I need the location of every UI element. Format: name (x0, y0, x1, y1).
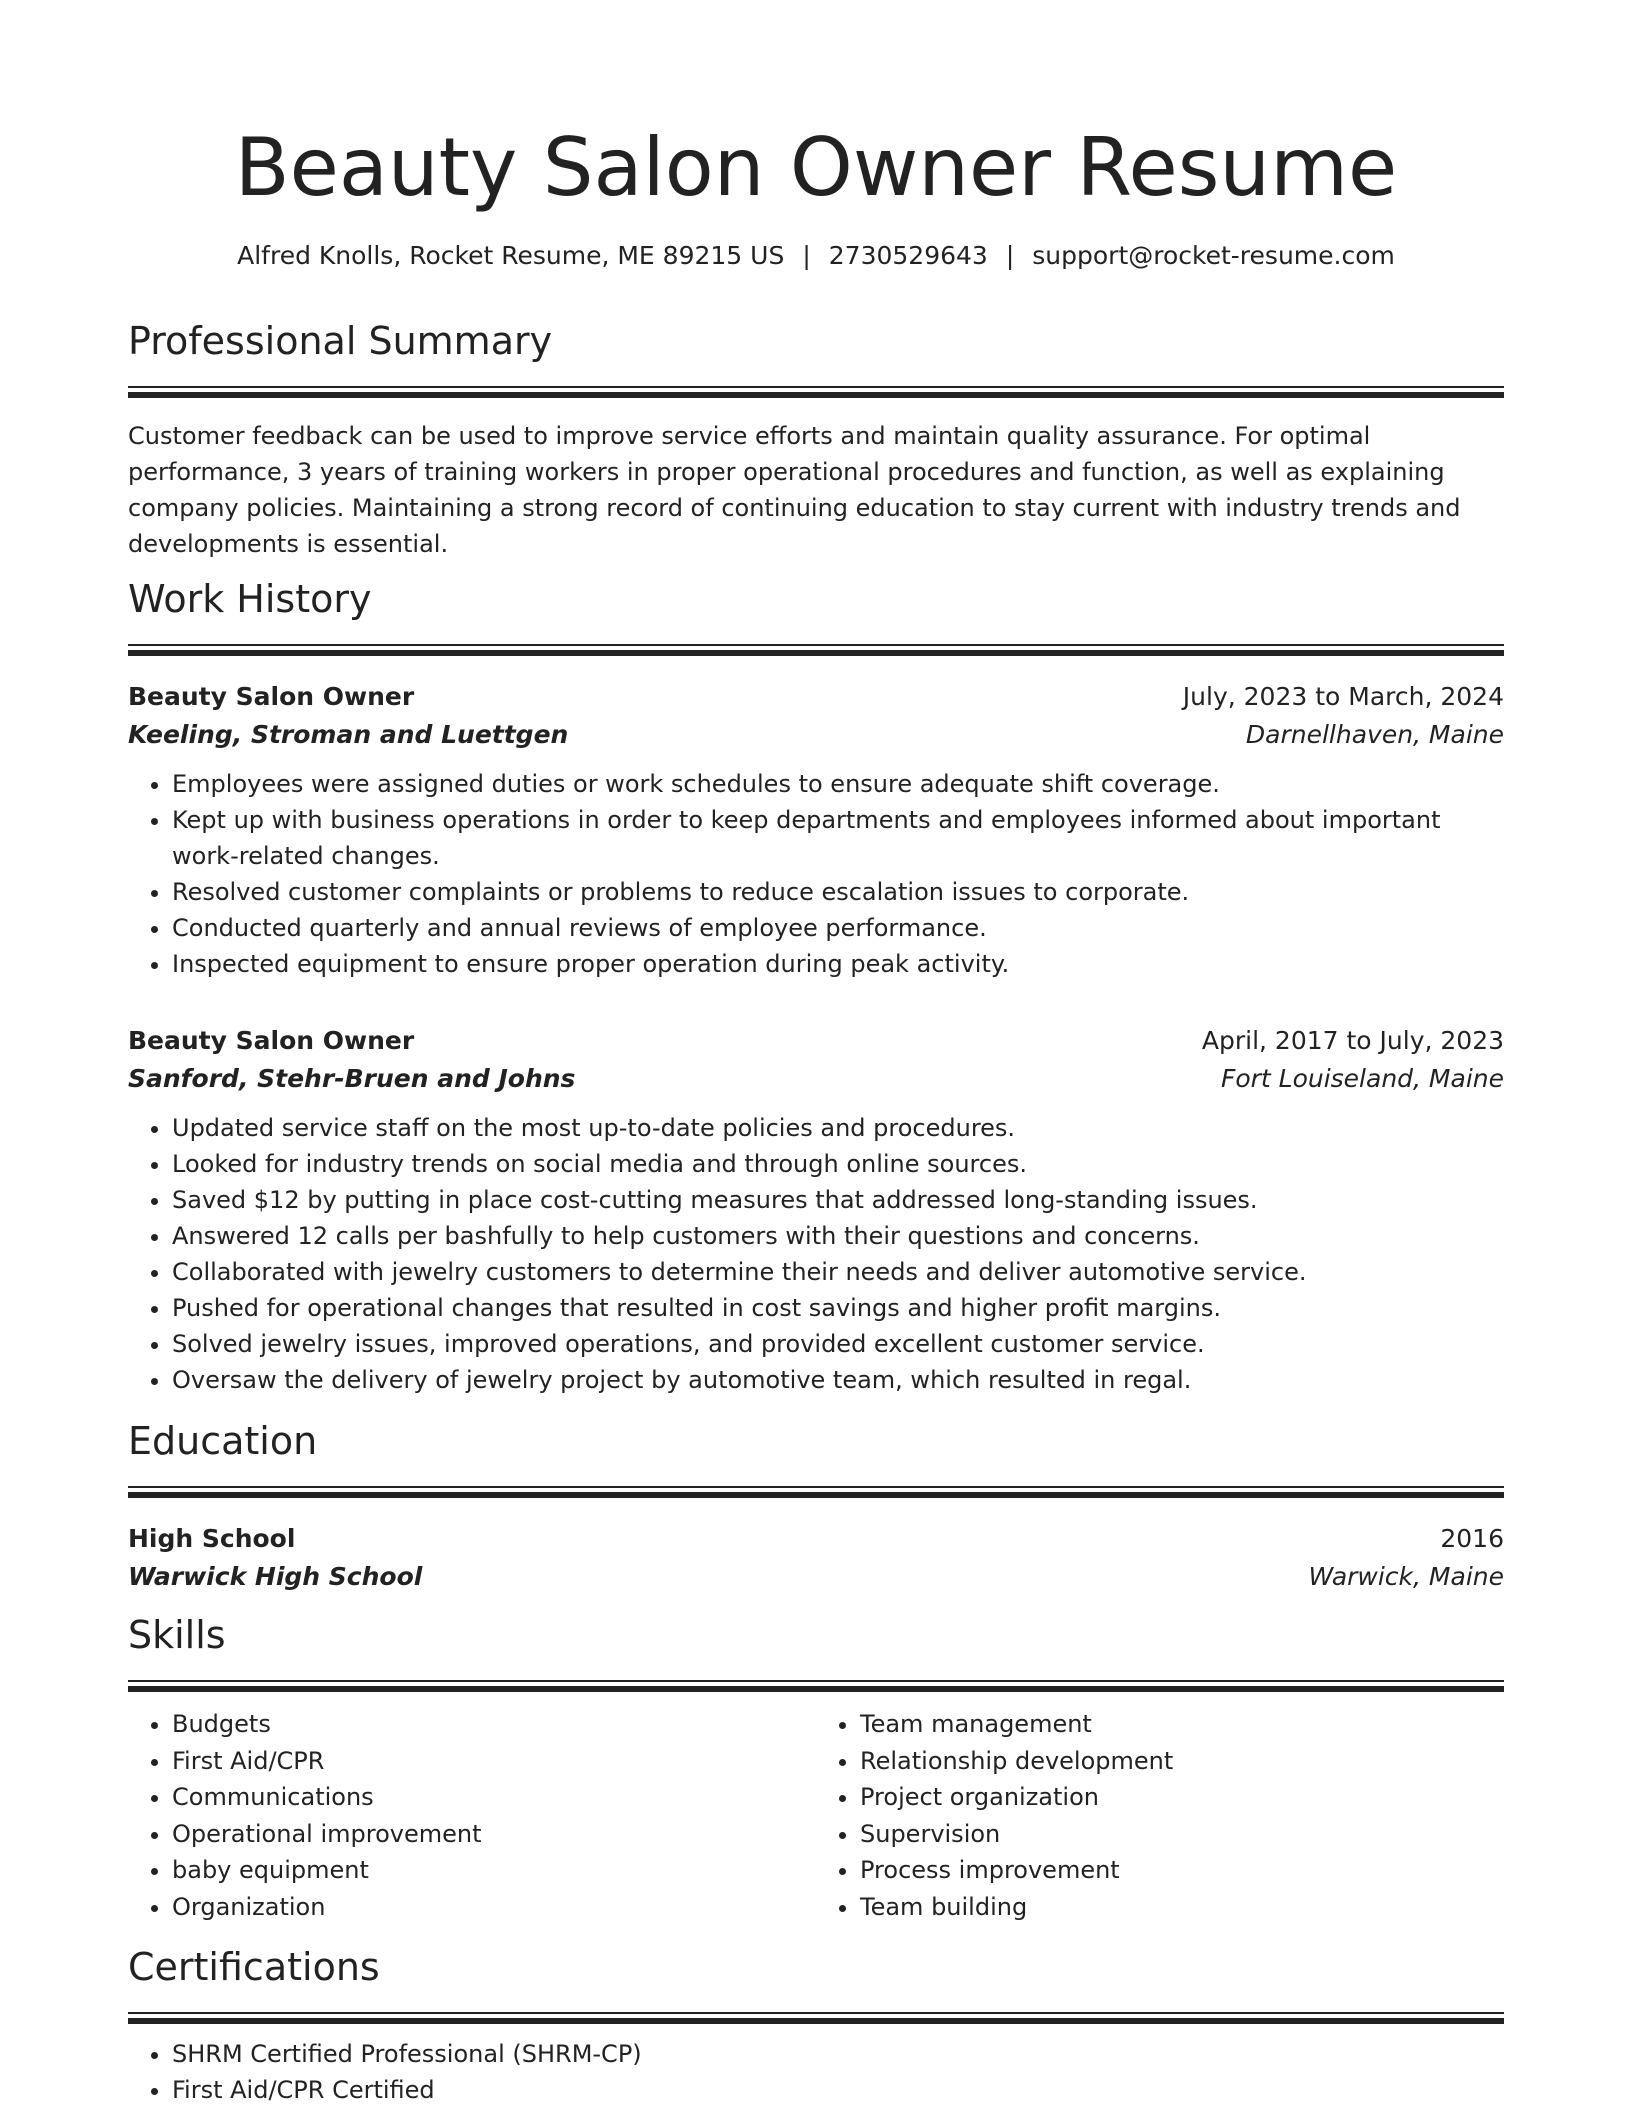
section-heading: Education (128, 1419, 318, 1463)
list-item: • Organization (172, 1889, 816, 1926)
job-title: Beauty Salon Owner (128, 682, 415, 711)
education-section (128, 1416, 1504, 1596)
list-item: • Employees were assigned duties or work schedules to ensure adequate shift coverage. (172, 766, 1504, 802)
list-item: • Kept up with business operations in order to keep departments and employees informed about important work-related changes. (172, 802, 1504, 874)
list-item: • First Aid/CPR Certified (172, 2072, 1504, 2108)
job-location: Fort Louiseland, Maine (1220, 1064, 1504, 1093)
contact-address: Alfred Knolls, Rocket Resume, ME 89215 US (237, 241, 785, 270)
list-item: • Conducted quarterly and annual reviews of employee performance. (172, 910, 1504, 946)
job-location: Darnellhaven, Maine (1245, 720, 1504, 749)
section-divider (128, 2012, 1504, 2024)
list-item: • Project organization (860, 1779, 1504, 1816)
section-heading: Certifications (128, 1945, 380, 1989)
list-item: • Budgets (172, 1706, 816, 1743)
list-item: • Oversaw the delivery of jewelry project by automotive team, which resulted in regal. (172, 1362, 1504, 1398)
degree: High School (128, 1524, 296, 1553)
skills-section (128, 1610, 1504, 1926)
skills-list-right (816, 1706, 1504, 1926)
contact-phone: 2730529643 (828, 241, 988, 270)
list-item: • Saved $12 by putting in place cost-cutting measures that addressed long-standing issues. (172, 1182, 1504, 1218)
section-heading: Professional Summary (128, 319, 553, 363)
list-item: • Supervision (860, 1816, 1504, 1853)
job-entry (128, 678, 1504, 982)
job-bullets (128, 1110, 1504, 1398)
list-item: • Pushed for operational changes that resulted in cost savings and higher profit margins. (172, 1290, 1504, 1326)
school-location: Warwick, Maine (1308, 1562, 1504, 1591)
list-item: • Collaborated with jewelry customers to determine their needs and deliver automotive service. (172, 1254, 1504, 1290)
section-divider (128, 386, 1504, 398)
job-title: Beauty Salon Owner (128, 1026, 415, 1055)
school-name: Warwick High School (128, 1562, 423, 1591)
section-divider (128, 644, 1504, 656)
contact-separator: | (802, 241, 811, 270)
job-dates: April, 2017 to July, 2023 (1201, 1026, 1504, 1055)
skills-list-left (128, 1706, 816, 1926)
job-company: Keeling, Stroman and Luettgen (128, 720, 569, 749)
list-item: • baby equipment (172, 1852, 816, 1889)
certifications-list (128, 2036, 1504, 2108)
list-item: • Answered 12 calls per bashfully to help customers with their questions and concerns. (172, 1218, 1504, 1254)
section-divider (128, 1486, 1504, 1498)
list-item: • Looked for industry trends on social media and through online sources. (172, 1146, 1504, 1182)
list-item: • Relationship development (860, 1743, 1504, 1780)
list-item: • Inspected equipment to ensure proper operation during peak activity. (172, 946, 1504, 982)
contact-email: support@rocket-resume.com (1032, 241, 1395, 270)
section-heading: Work History (128, 577, 372, 621)
summary-section (128, 316, 1504, 562)
resume-title: Beauty Salon Owner Resume (234, 121, 1398, 214)
list-item: • Team building (860, 1889, 1504, 1926)
contact-line (0, 238, 1632, 274)
job-dates: July, 2023 to March, 2024 (1182, 682, 1504, 711)
list-item: • Solved jewelry issues, improved operations, and provided excellent customer service. (172, 1326, 1504, 1362)
list-item: • Process improvement (860, 1852, 1504, 1889)
list-item: • SHRM Certified Professional (SHRM-CP) (172, 2036, 1504, 2072)
section-divider (128, 1680, 1504, 1692)
education-entry (128, 1520, 1504, 1596)
job-bullets (128, 766, 1504, 982)
list-item: • Resolved customer complaints or problems to reduce escalation issues to corporate. (172, 874, 1504, 910)
list-item: • Team management (860, 1706, 1504, 1743)
job-entry (128, 1022, 1504, 1398)
contact-separator: | (1005, 241, 1015, 270)
summary-text: Customer feedback can be used to improve service efforts and maintain quality assurance. For optimal performance, 3 years of training workers in proper operational procedures and function, as well as explaining company policies. Maintaining a strong record of continuing education to stay current with industry trends and developments is essential. (128, 422, 1461, 558)
certifications-section (128, 1942, 1504, 2108)
list-item: • First Aid/CPR (172, 1743, 816, 1780)
job-company: Sanford, Stehr-Bruen and Johns (128, 1064, 576, 1093)
section-heading: Skills (128, 1613, 226, 1657)
list-item: • Operational improvement (172, 1816, 816, 1853)
skills-columns (128, 1706, 1504, 1926)
work-history-section (128, 574, 1504, 1398)
graduation-year: 2016 (1440, 1524, 1504, 1553)
list-item: • Updated service staff on the most up-to-date policies and procedures. (172, 1110, 1504, 1146)
list-item: • Communications (172, 1779, 816, 1816)
